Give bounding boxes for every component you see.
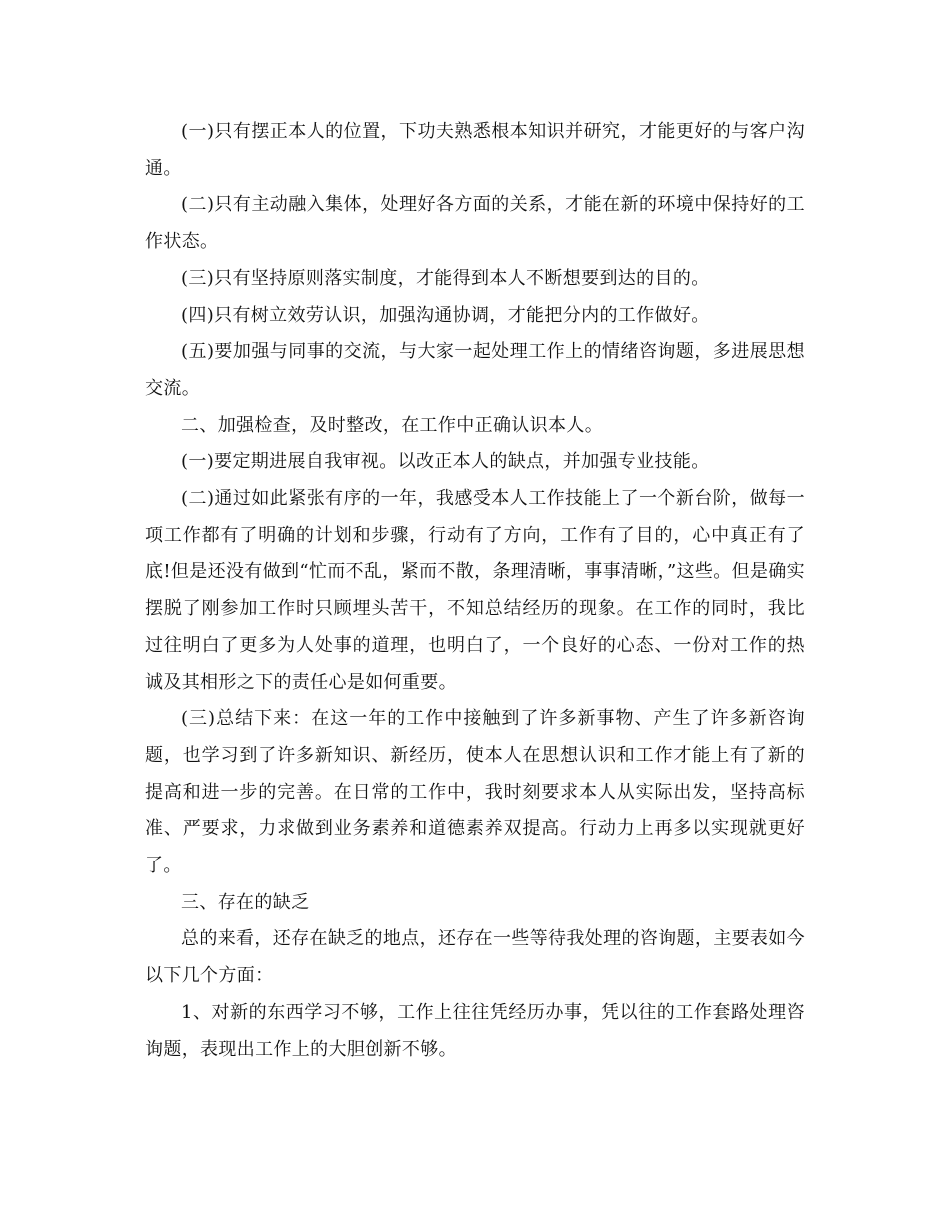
document-body <box>145 114 805 1068</box>
paragraph-5: (五)要加强与同事的交流，与大家一起处理工作上的情绪咨询题，多进展思想交流。 <box>145 341 805 399</box>
paragraph-2: (二)只有主动融入集体，处理好各方面的关系，才能在新的环境中保持好的工作状态。 <box>145 194 805 253</box>
paragraph-11: 总的来看，还存在缺乏的地点，还存在一些等待我处理的咨询题，主要表如今以下几个方面： <box>145 928 805 987</box>
paragraph-9: (三)总结下来：在这一年的工作中接触到了许多新事物、产生了许多新咨询题，也学习到了许多新知识、新经历，使本人在思想认识和工作才能上有了新的提高和进一步的完善。在日常的工作中，我时刻要求本人从实际出发，坚持高标准、严要求，力求做到业务素养和道德素养双提高。行动力上再多以实现就更好了。 <box>145 708 805 877</box>
paragraph-4: (四)只有树立效劳认识，加强沟通协调，才能把分内的工作做好。 <box>181 304 710 326</box>
section-heading-2: 二、加强检查，及时整改，在工作中正确认识本人。 <box>181 414 604 436</box>
section-heading-3: 三、存在的缺乏 <box>181 891 310 913</box>
paragraph-3: (三)只有坚持原则落实制度，才能得到本人不断想要到达的目的。 <box>181 267 710 289</box>
paragraph-7: (一)要定期进展自我审视。以改正本人的缺点，并加强专业技能。 <box>181 451 710 473</box>
paragraph-1: (一)只有摆正本人的位置，下功夫熟悉根本知识并研究，才能更好的与客户沟通。 <box>145 121 805 179</box>
paragraph-12: 1、对新的东西学习不够，工作上往往凭经历办事，凭以往的工作套路处理咨询题，表现出工作上的大胆创新不够。 <box>145 1001 805 1060</box>
paragraph-8: (二)通过如此紧张有序的一年，我感受本人工作技能上了一个新台阶，做每一项工作都有了明确的计划和步骤，行动有了方向，工作有了目的，心中真正有了底!但是还没有做到“忙而不乱，紧而不散，条理清晰，事事清晰，”这些。但是确实摆脱了刚参加工作时只顾埋头苦干，不知总结经历的现象。在工作的同时，我比过往明白了更多为人处事的道理，也明白了，一个良好的心态、一份对工作的热诚及其相形之下的责任心是如何重要。 <box>145 488 805 693</box>
